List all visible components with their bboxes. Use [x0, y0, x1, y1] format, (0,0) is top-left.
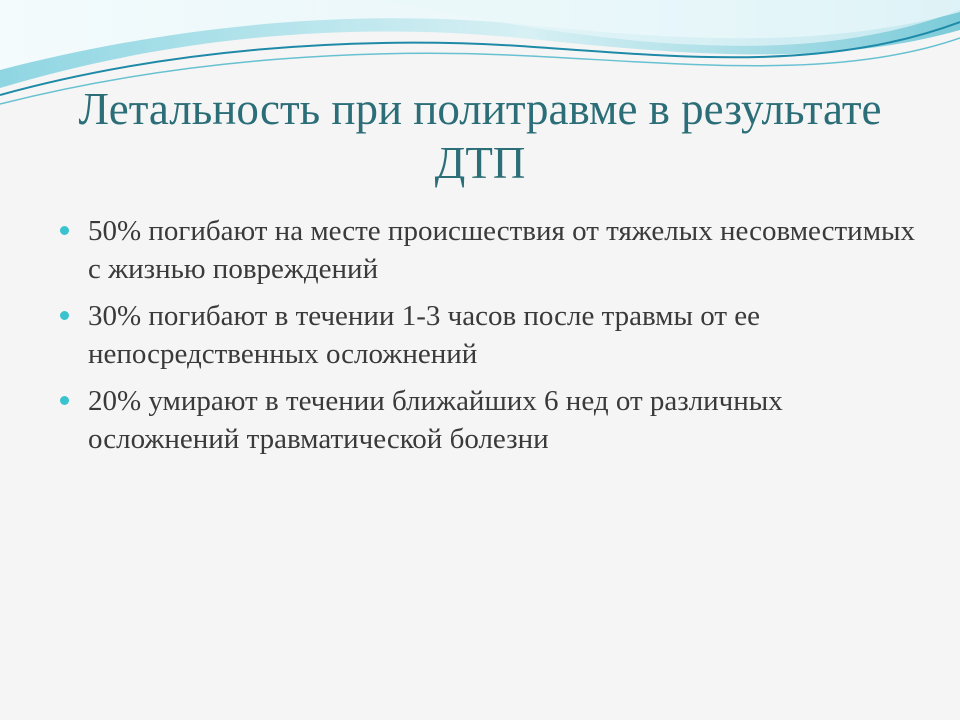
bullet-item-1 — [58, 212, 918, 288]
bullet-text-3: 20% умирают в течении ближайших 6 нед от различных осложнений травматической болезни — [88, 385, 783, 455]
bullet-item-2 — [58, 297, 918, 373]
bullet-text-1: 50% погибают на месте происшествия от тяжелых несовместимых с жизнью повреждений — [88, 215, 916, 285]
bullet-dot-icon — [60, 396, 69, 405]
bullet-item-3 — [58, 382, 918, 458]
bullet-dot-icon — [60, 311, 69, 320]
slide-title: Летальность при политравме в результате ДТП — [78, 84, 882, 188]
bullet-text-2: 30% погибают в течении 1-3 часов после травмы от ее непосредственных осложнений — [88, 300, 761, 370]
bullet-dot-icon — [60, 226, 69, 235]
bullet-list — [58, 212, 918, 467]
